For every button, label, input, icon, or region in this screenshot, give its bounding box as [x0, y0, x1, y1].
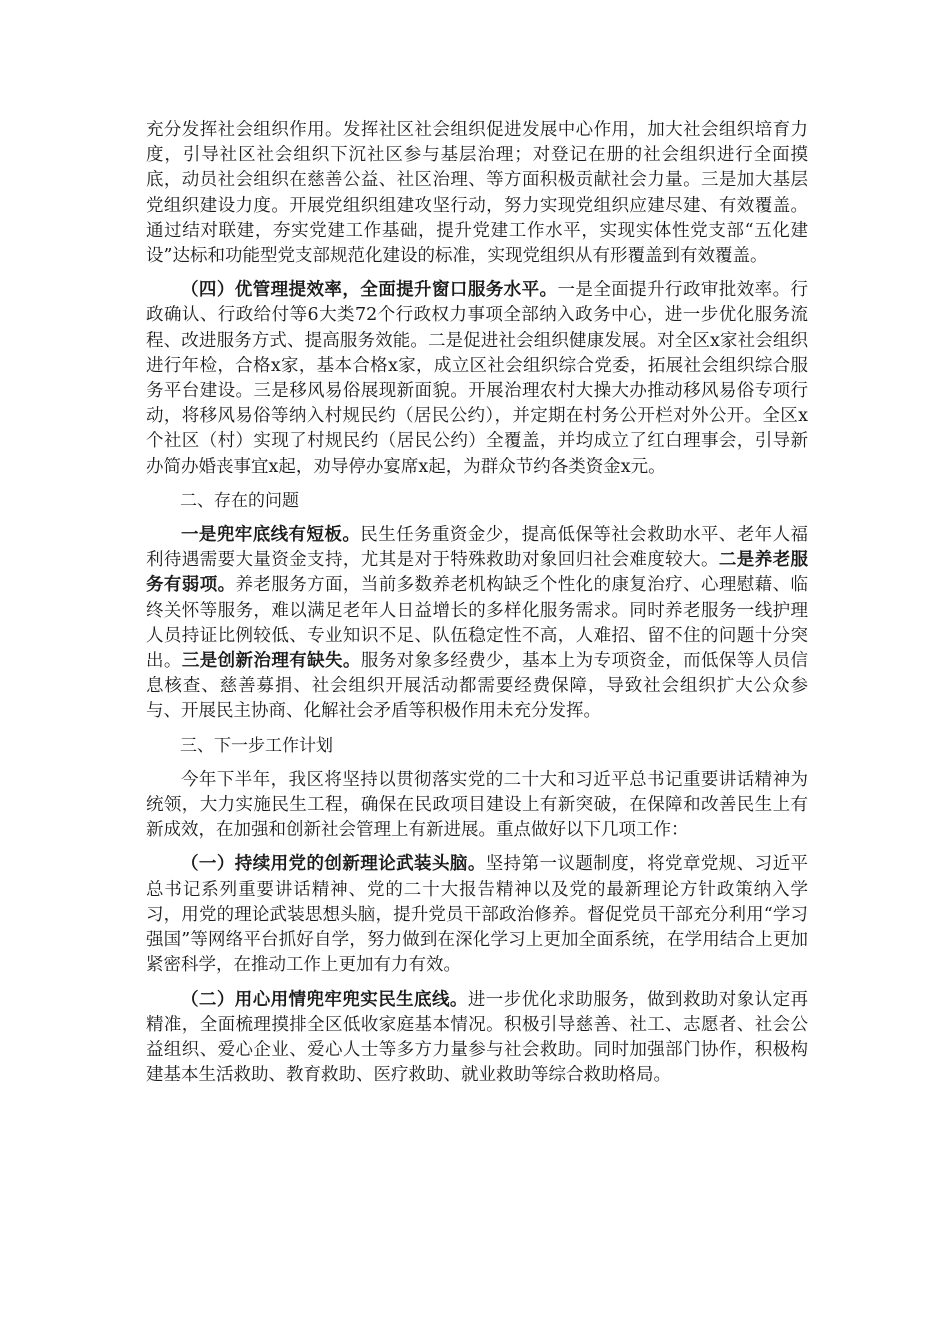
heading-next-plan: 三、下一步工作计划	[180, 735, 333, 756]
plan-two-heading: （二）用心用情兜牢兜实民生底线。	[181, 989, 468, 1010]
heading-problems: 二、存在的问题	[180, 490, 299, 511]
problem-three-heading: 三是创新治理有缺失。	[181, 651, 361, 672]
plan-two-text: 进一步优化求助服务，做到救助对象认定再精准，全面梳理摸排全区低收家庭基本情况。积极引导慈善、社工、志愿者、社会公益组织、爱心企业、爱心人士等多方力量参与社会救助。同时加强部门协作，积极构建基本生活救助、教育救助、医疗救助、就业救助等综合救助格局。	[146, 989, 809, 1086]
plan-one-text: 坚持第一议题制度，将党章党规、习近平总书记系列重要讲话精神、党的二十大报告精神以及党的最新理论方针政策纳入学习，用党的理论武装思想头脑，提升党员干部政治修养。督促党员干部充分利用“学习强国”等网络平台抓好自学，努力做到在深化学习上更加全面系统，在学用结合上更加紧密科学，在推动工作上更加有力有效。	[146, 854, 808, 976]
problem-one-text: 民生任务重资金少，提高低保等社会救助水平、老年人福利待遇需要大量资金支持，尤其是对于特殊救助对象回归社会难度较大。	[146, 525, 808, 571]
section-four-heading: （四）优管理提效率，全面提升窗口服务水平。	[181, 280, 558, 301]
section-four-text: 一是全面提升行政审批效率。行政确认、行政给付等6大类72个行政权力事项全部纳入政务中心，进一步优化服务流程、改进服务方式、提高服务效能。二是促进社会组织健康发展。对全区x家社会组织进行年检，合格x家，基本合格x家，成立区社会组织综合党委，拓展社会组织综合服务平台建设。三是移风易俗展现新面貌。开展治理农村大操大办推动移风易俗专项行动，将移风易俗等纳入村规民约（居民公约），并定期在村务公开栏对外公开。全区x个社区（村）实现了村规民约（居民公约）全覆盖，并均成立了红白理事会，引导新办简办婚丧事宜x起，劝导停办宴席x起，为群众节约各类资金x元。	[146, 280, 809, 477]
problem-one-heading: 一是兜牢底线有短板。	[181, 525, 361, 546]
paragraph-section-four	[146, 278, 808, 480]
paragraph-problems	[146, 523, 808, 725]
paragraph-plan-two	[146, 988, 808, 1089]
document-page	[146, 118, 808, 1097]
problem-three-text: 服务对象多经费少，基本上为专项资金，而低保等人员信息核查、慈善募捐、社会组织开展活动都需要经费保障，导致社会组织扩大公众参与、开展民主协商、化解社会矛盾等积极作用未充分发挥。	[146, 651, 809, 722]
problem-two-heading: 二是养老服务有弱项。	[146, 550, 809, 596]
paragraph-plan-intro: 今年下半年，我区将坚持以贯彻落实党的二十大和习近平总书记重要讲话精神为统领，大力实施民生工程，确保在民政项目建设上有新突破，在保障和改善民生上有新成效，在加强和创新社会管理上有新进展。重点做好以下几项工作：	[146, 769, 808, 841]
problem-two-text: 养老服务方面，当前多数养老机构缺乏个性化的康复治疗、心理慰藉、临终关怀等服务，难以满足老年人日益增长的多样化服务需求。同时养老服务一线护理人员持证比例较低、专业知识不足、队伍稳定性不高，人难招、留不住的问题十分突出。	[146, 575, 808, 672]
paragraph-social-organization: 充分发挥社会组织作用。发挥社区社会组织促进发展中心作用，加大社会组织培育力度，引导社区社会组织下沉社区参与基层治理；对登记在册的社会组织进行全面摸底，动员社会组织在慈善公益、社区治理、等方面积极贡献社会力量。三是加大基层党组织建设力度。开展党组织组建攻坚行动，努力实现党组织应建尽建、有效覆盖。通过结对联建，夯实党建工作基础，提升党建工作水平，实现实体性党支部“五化建设”达标和功能型党支部规范化建设的标准，实现党组织从有形覆盖到有效覆盖。	[146, 120, 808, 267]
paragraph-plan-one	[146, 852, 808, 978]
plan-one-heading: （一）持续用党的创新理论武装头脑。	[181, 854, 486, 875]
